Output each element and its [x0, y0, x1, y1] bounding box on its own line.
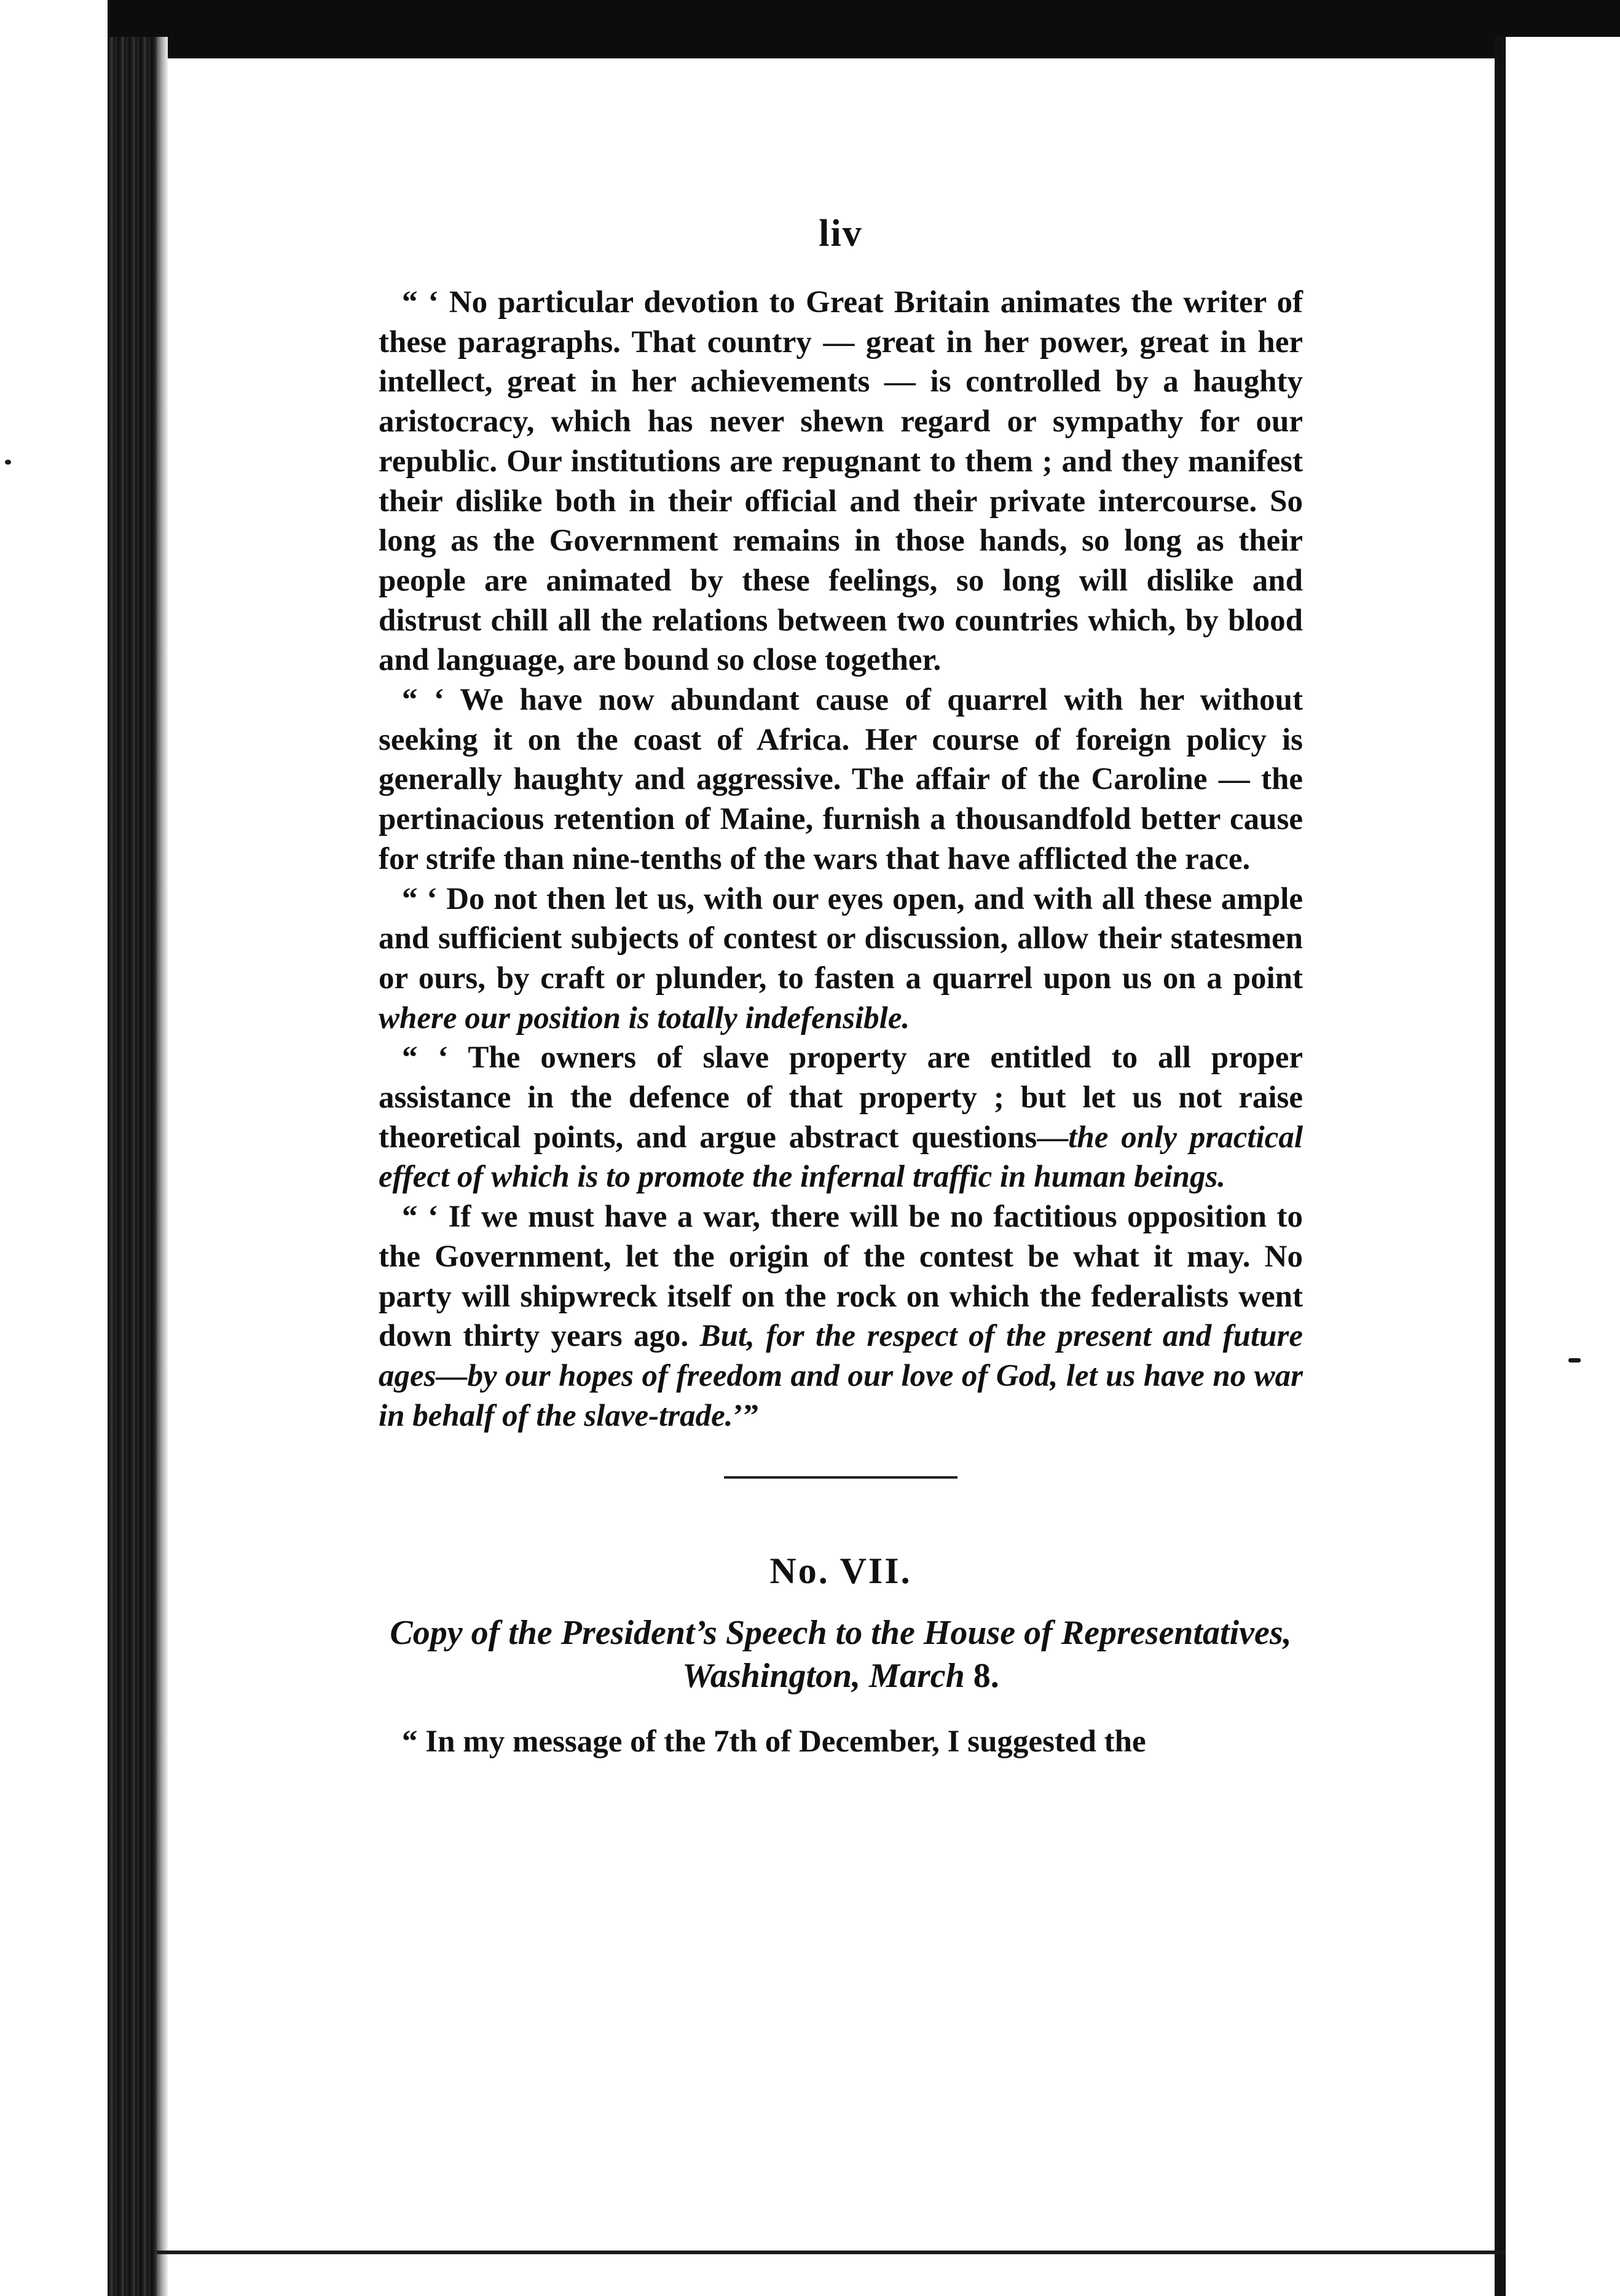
section-title: [379, 1611, 1303, 1697]
scan-speck: [5, 460, 11, 465]
paragraph-4-text: “ ‘ The owners of slave property are entitled to all proper assistance in the defence of that property ; but let us not raise theoretical points, and argue abstract questions—: [379, 1040, 1303, 1155]
paragraph-3-text: “ ‘ Do not then let us, with our eyes open, and with all these ample and sufficient subjects of contest or discussion, allow their statesmen or ours, by craft or plunder, to fasten a quarrel upon us on a point: [379, 881, 1303, 996]
paragraph-3: [379, 879, 1303, 1039]
paragraph-2: [379, 680, 1303, 879]
scan-top-border: [0, 0, 1620, 58]
section-title-date: 8.: [964, 1657, 999, 1696]
paragraph-4-emphasis: the only practical effect of which is to promote the infernal traffic in human beings.: [379, 1120, 1303, 1195]
paragraph-2-text: “ ‘ We have now abundant cause of quarrel with her without seeking it on the coast of Africa. Her course of foreign policy is generally haughty and aggressive. The affair of the Caroline — the pertinacious retention of Maine, furnish a thousandfold better cause for strife than nine-tenths of the wars that have afflicted the race.: [379, 683, 1303, 876]
scan-right-border: [1495, 37, 1506, 2296]
paragraph-5-text: “ ‘ If we must have a war, there will be no factitious opposition to the Government, let the origin of the contest be what it may. No party will shipwreck itself on the rock on which the federalists went down thirty years ago.: [379, 1200, 1303, 1354]
paragraph-5-emphasis: But, for the respect of the present and future ages—by our hopes of freedom and our love of God, let us have no war in behalf of the slave-trade.: [379, 1319, 1303, 1433]
paragraph-5-closing-quote: ’”: [733, 1398, 759, 1433]
scan-bottom-border: [157, 2251, 1506, 2254]
paragraph-1-text: “ ‘ No particular devotion to Great Britain animates the writer of these paragraphs. That country — great in her power, great in her intellect, great in her achievements — is controlled by a haughty aristocracy, which has never shewn regard or sympathy for our republic. Our institutions are repugnant to them ; and they manifest their dislike both in their official and their private intercourse. So long as the Government remains in those hands, so long as their people are animated by these feelings, so long will dislike and distrust chill all the relations between two countries which, by blood and language, are bound so close together.: [379, 285, 1303, 678]
book-page: [379, 209, 1303, 1762]
paragraph-1: [379, 283, 1303, 680]
opening-line: [379, 1722, 1303, 1762]
scan-right-margin: [1506, 37, 1620, 2296]
opening-line-text: “ In my message of the 7th of December, I suggested the: [402, 1724, 1146, 1759]
spine-shadow: [157, 37, 168, 2296]
scan-left-margin: [0, 0, 108, 2296]
book-spine: [108, 37, 157, 2296]
section-heading: No. VII.: [769, 1551, 912, 1592]
scan-speck: [1568, 1358, 1581, 1362]
section-divider: [724, 1476, 957, 1479]
page-number: liv: [819, 213, 863, 254]
section-title-italic: Copy of the President’s Speech to the House of Representatives, Washington, March: [390, 1614, 1292, 1696]
paragraph-4: [379, 1038, 1303, 1197]
paragraph-3-emphasis: where our position is totally indefensible.: [379, 1001, 910, 1036]
paragraph-5: [379, 1197, 1303, 1436]
